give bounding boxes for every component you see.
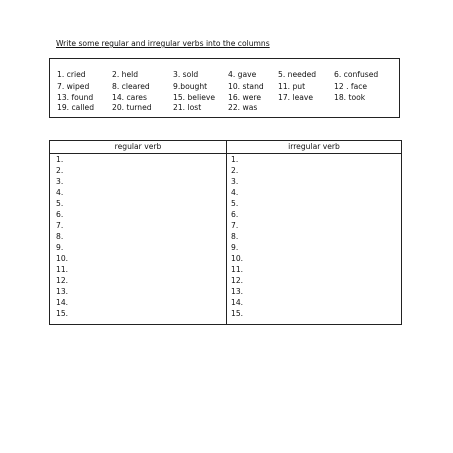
word-item: 12 . face (334, 82, 368, 91)
word-item: 22. was (228, 103, 258, 112)
word-item: 3. sold (173, 70, 199, 79)
regular-row-number: 10. (56, 254, 69, 263)
irregular-row-number: 15. (231, 309, 244, 318)
irregular-verb-header: irregular verb (288, 142, 340, 151)
word-bank (49, 58, 400, 118)
irregular-row-number: 8. (231, 232, 239, 241)
word-item: 15. believe (173, 93, 216, 102)
word-item: 8. cleared (112, 82, 150, 91)
irregular-row-number: 14. (231, 298, 244, 307)
regular-row-number: 1. (56, 155, 64, 164)
irregular-row-number: 3. (231, 177, 239, 186)
word-item: 9.bought (173, 82, 208, 91)
irregular-row-number: 13. (231, 287, 244, 296)
word-item: 16. were (228, 93, 262, 102)
regular-row-number: 8. (56, 232, 64, 241)
regular-row-number: 12. (56, 276, 69, 285)
regular-row-number: 2. (56, 166, 64, 175)
irregular-row-number: 6. (231, 210, 239, 219)
regular-row-number: 3. (56, 177, 64, 186)
word-item: 6. confused (334, 70, 379, 79)
regular-row-number: 11. (56, 265, 69, 274)
word-item: 18. took (334, 93, 366, 102)
regular-row-number: 15. (56, 309, 69, 318)
irregular-row-number: 10. (231, 254, 244, 263)
word-item: 7. wiped (57, 82, 90, 91)
word-item: 17. leave (278, 93, 314, 102)
irregular-row-number: 7. (231, 221, 239, 230)
regular-row-number: 7. (56, 221, 64, 230)
regular-row-number: 5. (56, 199, 64, 208)
regular-verb-header: regular verb (114, 142, 162, 151)
word-item: 14. cares (112, 93, 147, 102)
irregular-row-number: 11. (231, 265, 244, 274)
irregular-row-number: 9. (231, 243, 239, 252)
irregular-row-number: 12. (231, 276, 244, 285)
word-item: 20. turned (112, 103, 152, 112)
word-item: 5. needed (278, 70, 317, 79)
word-item: 11. put (278, 82, 306, 91)
irregular-row-number: 1. (231, 155, 239, 164)
regular-row-number: 14. (56, 298, 69, 307)
word-item: 1. cried (57, 70, 86, 79)
answer-table (49, 140, 402, 325)
word-item: 2. held (112, 70, 139, 79)
irregular-row-number: 4. (231, 188, 239, 197)
word-item: 10. stand (228, 82, 264, 91)
regular-row-number: 6. (56, 210, 64, 219)
irregular-row-number: 2. (231, 166, 239, 175)
header-rule (50, 153, 401, 154)
irregular-row-number: 5. (231, 199, 239, 208)
regular-row-number: 13. (56, 287, 69, 296)
word-item: 4. gave (228, 70, 257, 79)
instruction-title: Write some regular and irregular verbs into the columns (56, 39, 270, 48)
column-divider (226, 141, 227, 324)
word-item: 19. called (57, 103, 95, 112)
regular-row-number: 9. (56, 243, 64, 252)
regular-row-number: 4. (56, 188, 64, 197)
word-item: 21. lost (173, 103, 202, 112)
word-item: 13. found (57, 93, 94, 102)
